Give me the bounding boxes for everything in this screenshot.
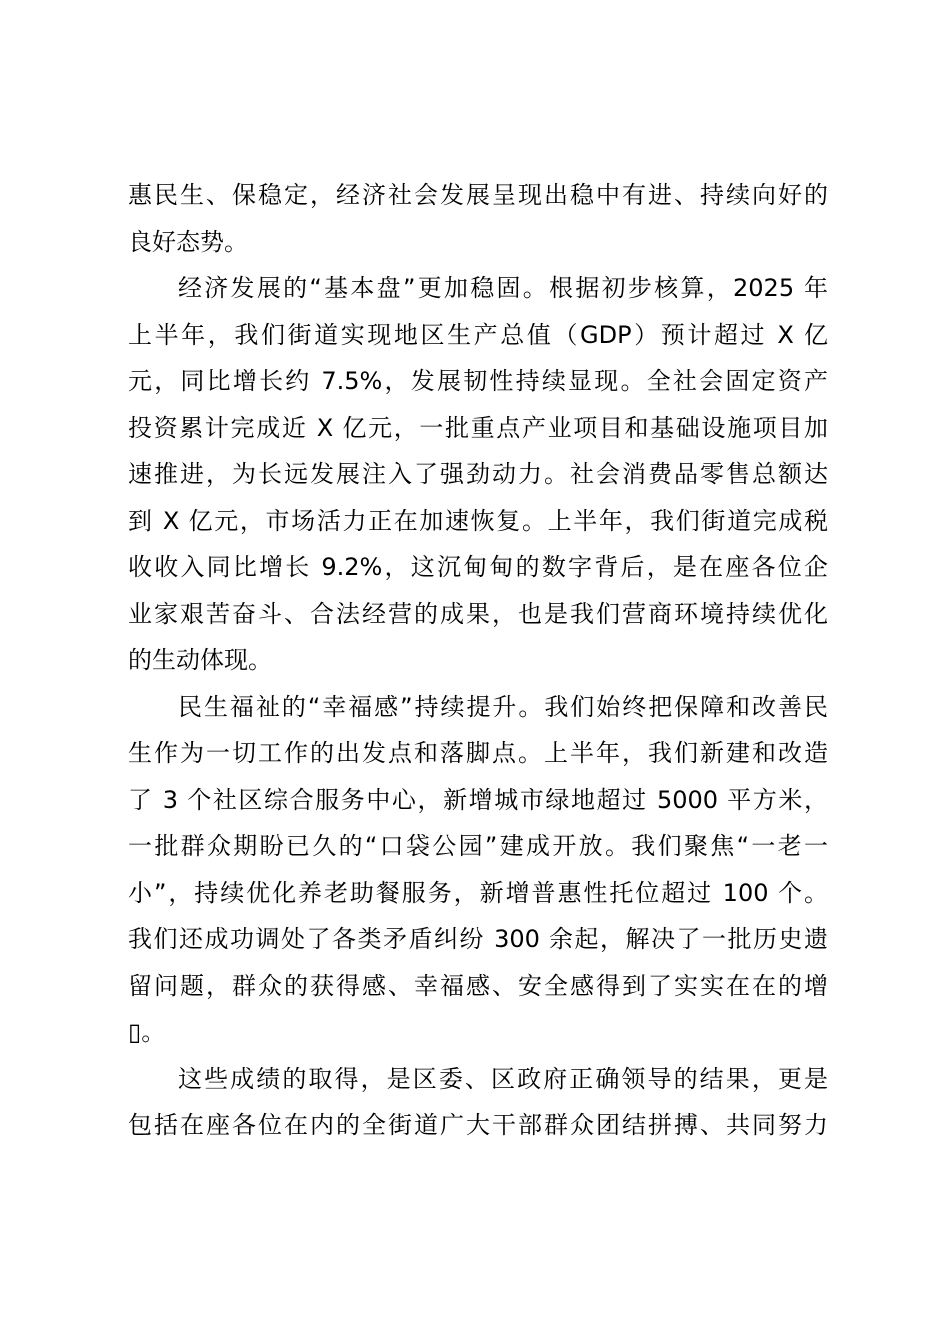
text-line: 惠民生、保稳定，经济社会发展呈现出稳中有进、持续向好的 xyxy=(128,181,828,209)
text-line: 业家艰苦奋斗、合法经营的成果，也是我们营商环境持续优化 xyxy=(128,599,828,628)
text-line: 这些成绩的取得，是区委、区政府正确领导的结果，更是 xyxy=(178,1064,828,1093)
text-line: 良好态势。 xyxy=(128,227,248,256)
text-line: 小”，持续优化养老助餐服务，新增普惠性托位超过 100 个。 xyxy=(128,878,828,907)
text-line: 民生福祉的“幸福感”持续提升。我们始终把保障和改善民 xyxy=(178,692,828,721)
text-line: 的生动体现。 xyxy=(128,646,272,674)
paragraph-economy xyxy=(128,265,828,684)
text-line: 留问题，群众的获得感、幸福感、安全感得到了实实在在的增 xyxy=(128,971,828,1000)
text-line: 经济发展的“基本盘”更加稳固。根据初步核算，2025 年 xyxy=(178,274,828,302)
paragraph-achievements xyxy=(128,1056,828,1149)
paragraph-livelihood xyxy=(128,684,828,1056)
text-line: 生作为一切工作的出发点和落脚点。上半年，我们新建和改造 xyxy=(128,739,828,767)
text-line: 元，同比增长约 7.5%，发展韧性持续显现。全社会固定资产 xyxy=(128,367,828,395)
text-line: 到 X 亿元，市场活力正在加速恢复。上半年，我们街道完成税 xyxy=(128,506,828,535)
document-body xyxy=(128,172,828,1149)
text-line: 投资累计完成近 X 亿元，一批重点产业项目和基础设施项目加 xyxy=(128,413,828,442)
text-line: 上半年，我们街道实现地区生产总值（GDP）预计超过 X 亿 xyxy=(128,320,828,349)
text-line: 一批群众期盼已久的“口袋公园”建成开放。我们聚焦“一老一 xyxy=(128,832,828,860)
text-line: 了 3 个社区综合服务中心，新增城市绿地超过 5000 平方米， xyxy=(128,785,828,814)
text-line: ▯。 xyxy=(128,1018,166,1046)
text-line: 包括在座各位在内的全街道广大干部群众团结拼搏、共同努力 xyxy=(128,1111,828,1139)
paragraph-1 xyxy=(128,172,828,265)
text-line: 速推进，为长远发展注入了强劲动力。社会消费品零售总额达 xyxy=(128,460,828,488)
text-line: 我们还成功调处了各类矛盾纠纷 300 余起，解决了一批历史遗 xyxy=(128,925,828,953)
text-line: 收收入同比增长 9.2%，这沉甸甸的数字背后，是在座各位企 xyxy=(128,553,828,581)
